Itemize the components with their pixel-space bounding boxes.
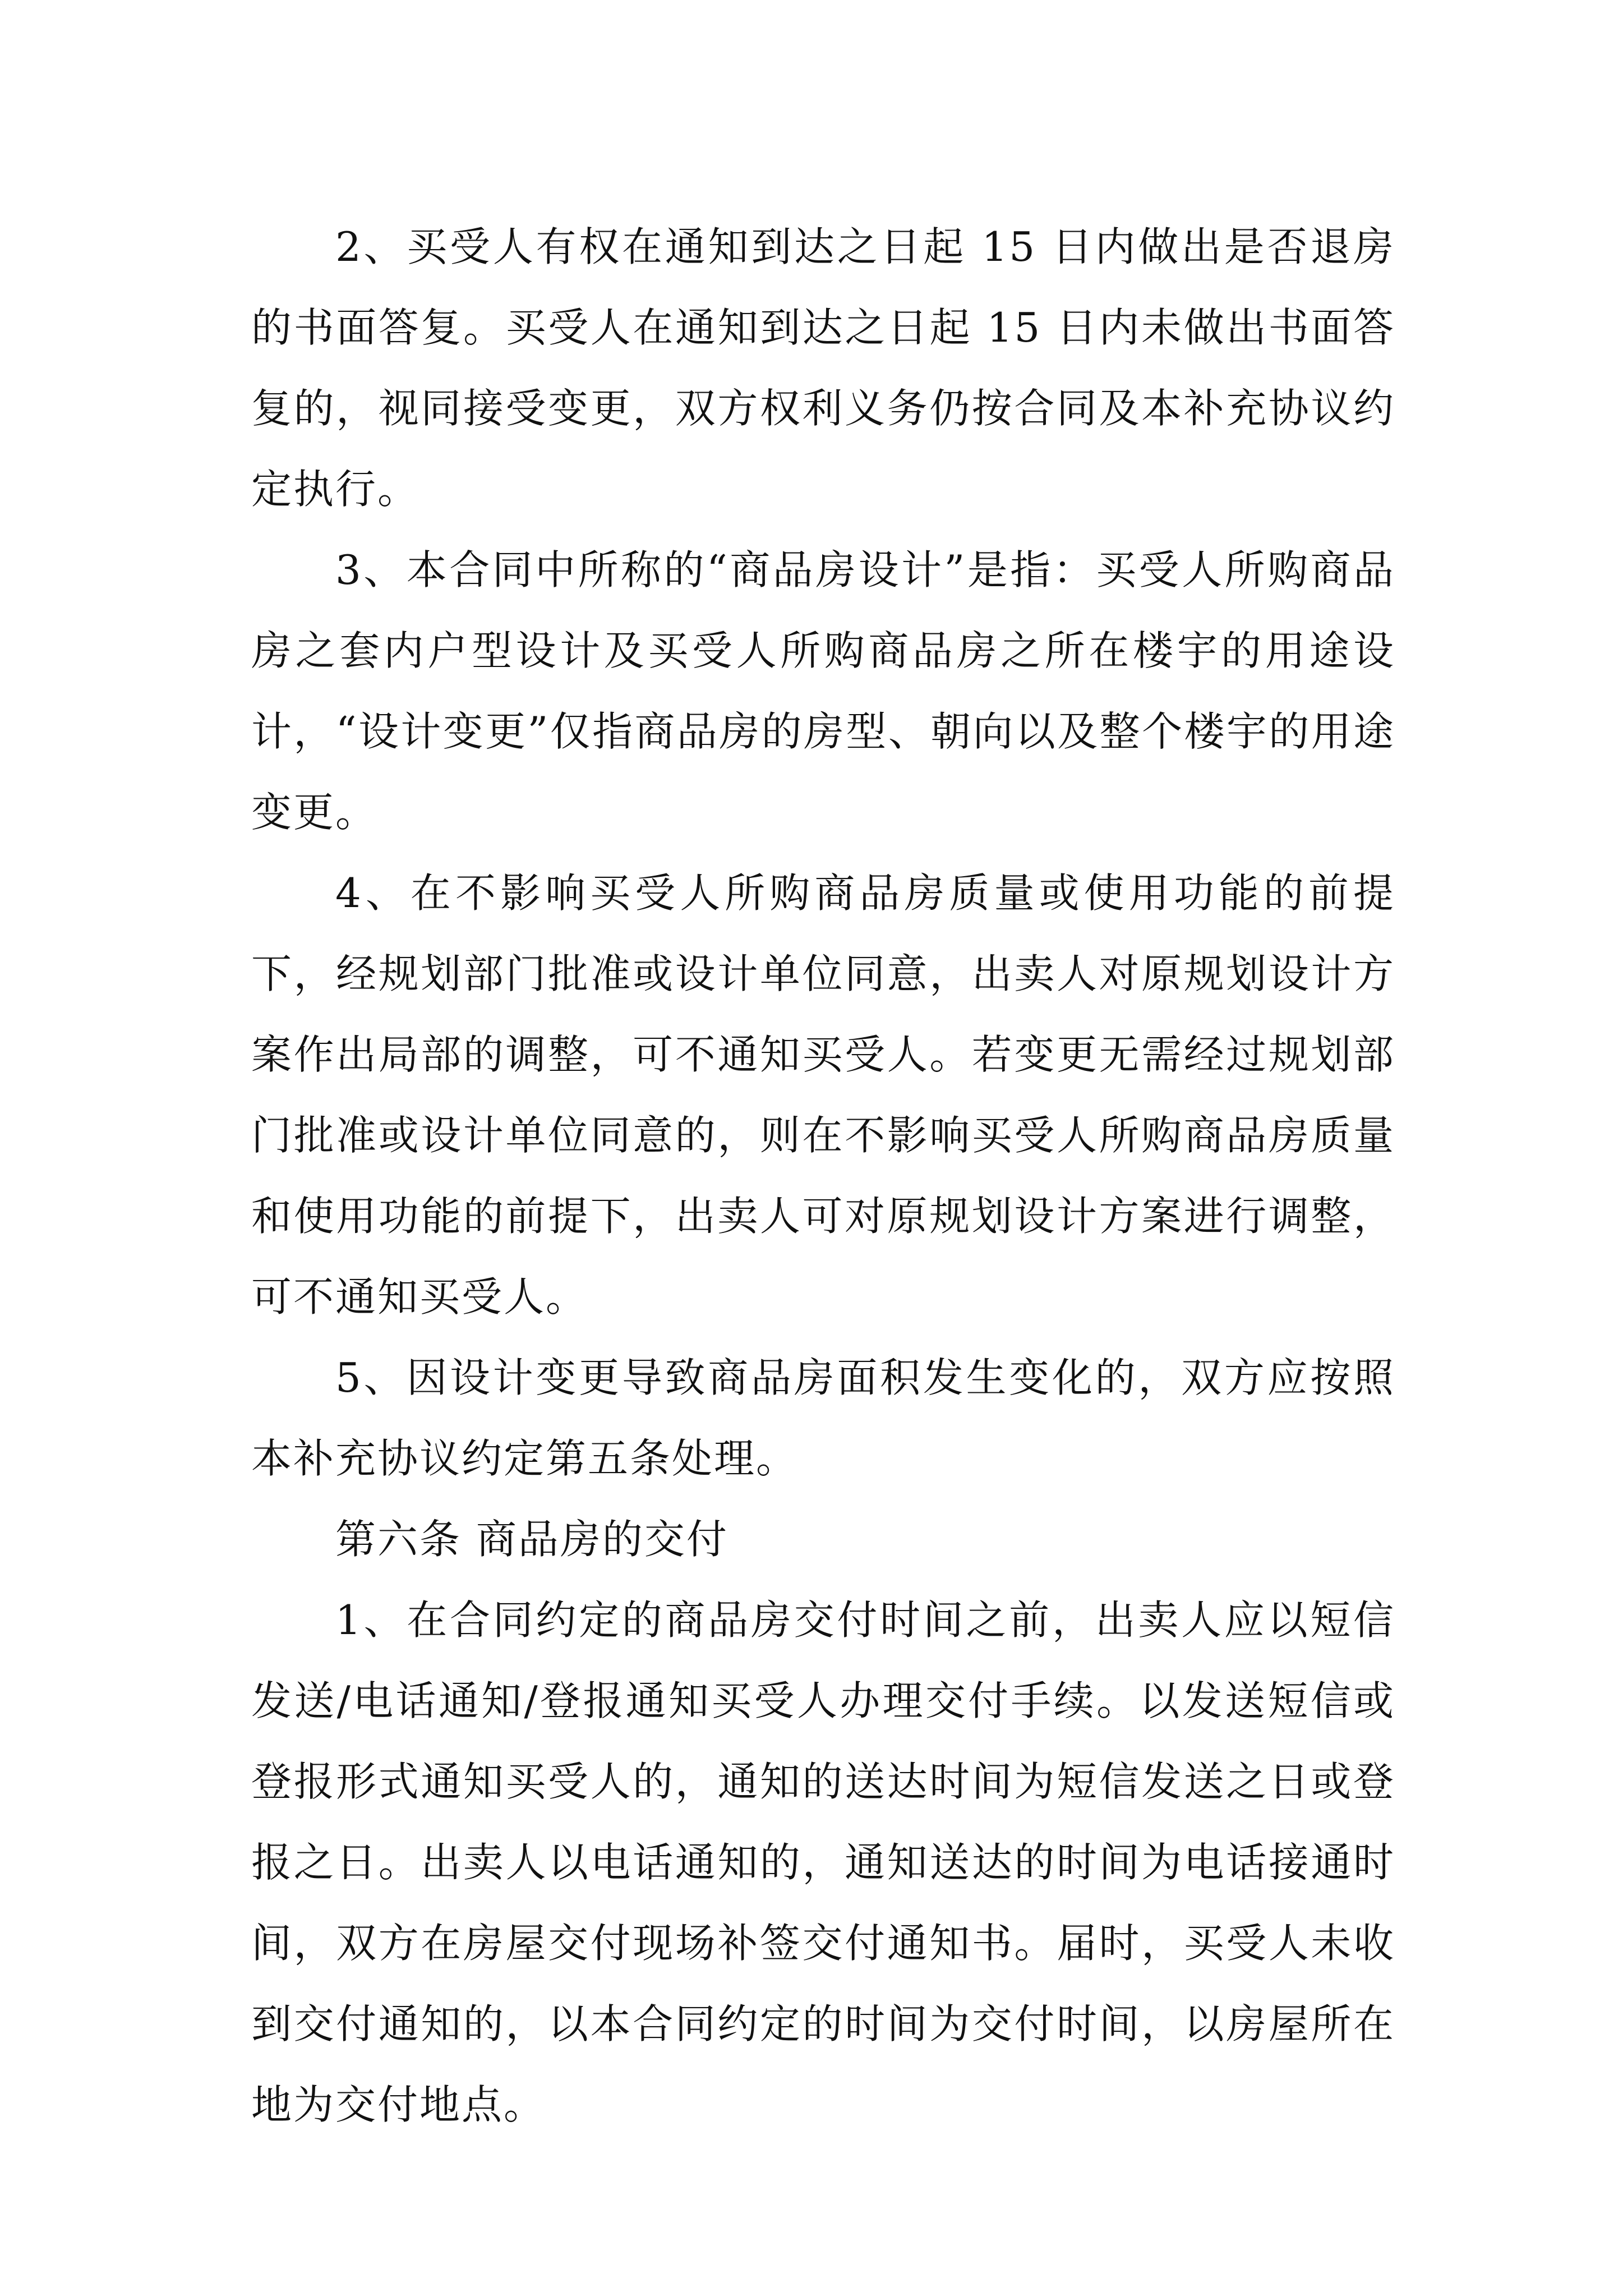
document-body — [251, 206, 1395, 2145]
paragraph-clause-2: 2、买受人有权在通知到达之日起 15 日内做出是否退房的书面答复。买受人在通知到达之日起 15 日内未做出书面答复的，视同接受变更，双方权利义务仍按合同及本补充协议约定执行。 — [251, 223, 1395, 513]
paragraph-article-6-clause-1: 1、在合同约定的商品房交付时间之前，出卖人应以短信发送/电话通知/登报通知买受人办理交付手续。以发送短信或登报形式通知买受人的，通知的送达时间为短信发送之日或登报之日。出卖人以电话通知的，通知送达的时间为电话接通时间，双方在房屋交付现场补签交付通知书。届时，买受人未收到交付通知的，以本合同约定的时间为交付时间，以房屋所在地为交付地点。 — [251, 1596, 1395, 2128]
paragraph-clause-4: 4、在不影响买受人所购商品房质量或使用功能的前提下，经规划部门批准或设计单位同意，出卖人对原规划设计方案作出局部的调整，可不通知买受人。若变更无需经过规划部门批准或设计单位同意的，则在不影响买受人所购商品房质量和使用功能的前提下，出卖人可对原规划设计方案进行调整，可不通知买受人。 — [251, 869, 1395, 1320]
section-heading-article-6: 第六条 商品房的交付 — [335, 1516, 728, 1563]
paragraph-clause-5: 5、因设计变更导致商品房面积发生变化的，双方应按照本补充协议约定第五条处理。 — [251, 1354, 1395, 1482]
paragraph-clause-3: 3、本合同中所称的“商品房设计”是指：买受人所购商品房之套内户型设计及买受人所购商品房之所在楼宇的用途设计，“设计变更”仅指商品房的房型、朝向以及整个楼宇的用途变更。 — [251, 546, 1395, 836]
